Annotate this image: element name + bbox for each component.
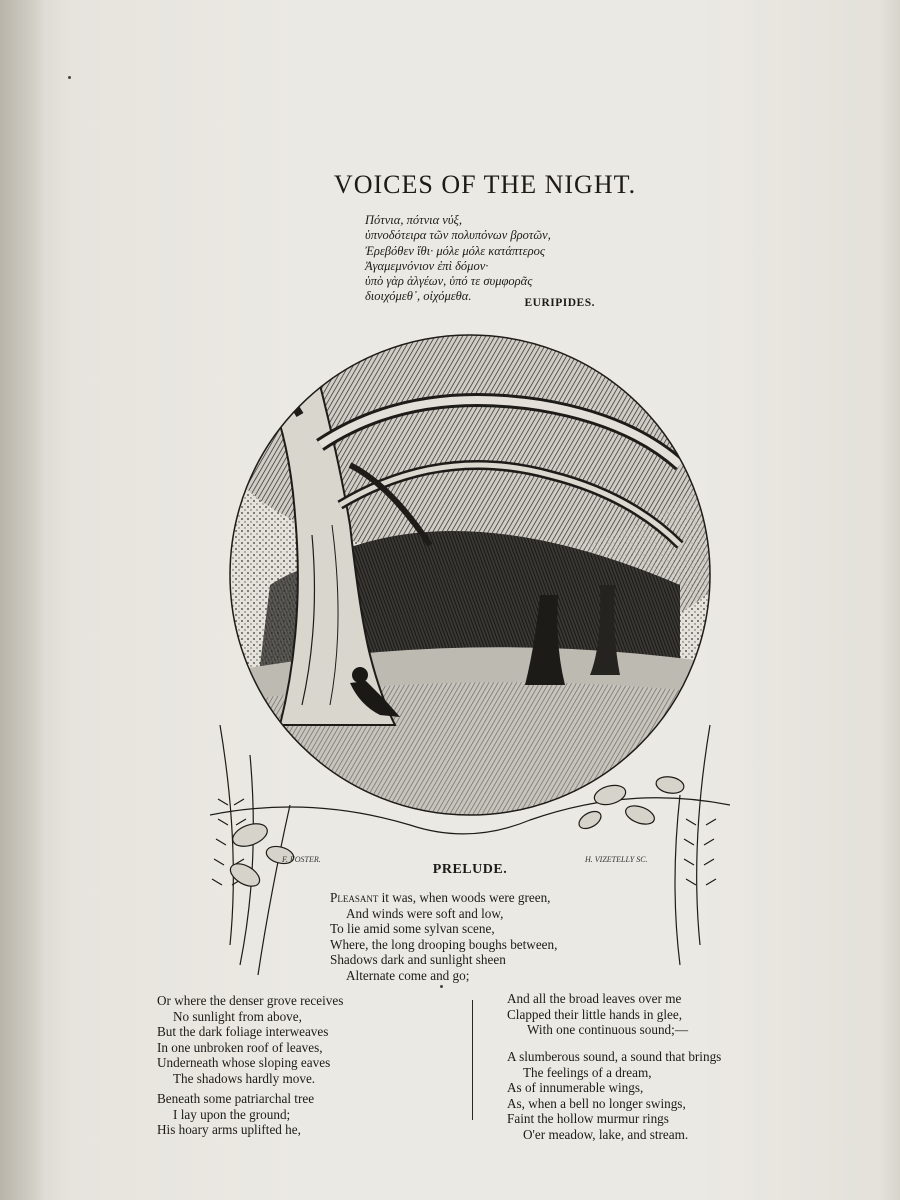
- right-column-stanza-a: [507, 991, 688, 1038]
- right-column-stanza-b: [507, 1049, 721, 1143]
- epigraph-line: ὑπνοδότειρα τῶν πολυπόνων βροτῶν,: [365, 228, 551, 243]
- left-column-stanza-a: [157, 993, 343, 1087]
- page-gutter: [0, 0, 44, 1200]
- drop-word: Pleasant: [330, 890, 379, 905]
- poem-line: The feelings of a dream,: [523, 1064, 652, 1080]
- prelude-opening-stanza: [330, 890, 557, 984]
- poem-line: To lie amid some sylvan scene,: [330, 921, 495, 937]
- poem-line: His hoary arms uplifted he,: [157, 1122, 301, 1138]
- poem-line: Where, the long drooping boughs between,: [330, 936, 558, 952]
- paper-speck: [440, 985, 443, 988]
- greek-epigraph: [365, 213, 595, 305]
- poem-line: [330, 890, 557, 906]
- epigraph-line: διοιχόμεθ᾽, οἰχόμεθα.: [365, 289, 472, 304]
- epigraph-line: Ἀγαμεμνόνιον ἐπὶ δόμον·: [365, 258, 489, 273]
- left-column-stanza-b: [157, 1091, 314, 1138]
- engraver-signature: H. VIZETELLY SC.: [585, 855, 648, 864]
- poem-line: And winds were soft and low,: [346, 905, 504, 921]
- poem-line: Shadows dark and sunlight sheen: [330, 952, 506, 968]
- epigraph-attribution: EURIPIDES.: [524, 297, 595, 309]
- poem-line: Faint the hollow murmur rings: [507, 1111, 669, 1127]
- poem-line: A slumberous sound, a sound that brings: [507, 1049, 722, 1064]
- epigraph-line: ὑπὸ γὰρ ἀλγέων, ὑπό τε συμφορᾶς: [365, 274, 533, 289]
- poem-line: In one unbroken roof of leaves,: [157, 1039, 323, 1055]
- forest-engraving: [210, 325, 730, 985]
- poem-line: With one continuous sound;—: [527, 1022, 689, 1038]
- first-line-rest: it was, when woods were green,: [378, 890, 551, 905]
- poem-line: Or where the denser grove receives: [157, 993, 344, 1008]
- prelude-heading: PRELUDE.: [432, 862, 508, 877]
- poem-line: But the dark foliage interweaves: [157, 1024, 329, 1040]
- poem-line: The shadows hardly move.: [173, 1070, 316, 1086]
- engraving-scene: [210, 325, 730, 845]
- epigraph-line: Ἐρεβόθεν ἴθι· μόλε μόλε κατάπτερος: [365, 243, 545, 258]
- poem-line: No sunlight from above,: [173, 1008, 302, 1024]
- illustrator-signature: F. FOSTER.: [282, 855, 321, 864]
- poem-line: As, when a bell no longer swings,: [507, 1095, 686, 1111]
- paper-speck: [68, 76, 71, 79]
- poem-line: Underneath whose sloping eaves: [157, 1055, 331, 1071]
- poem-line: O'er meadow, lake, and stream.: [523, 1126, 689, 1142]
- poem-line: Clapped their little hands in glee,: [507, 1006, 683, 1022]
- poem-line: As of innumerable wings,: [507, 1080, 644, 1096]
- page-title: VOICES OF THE NIGHT.: [333, 170, 637, 199]
- poem-line: I lay upon the ground;: [173, 1106, 291, 1122]
- poem-line: Alternate come and go;: [346, 967, 470, 983]
- epigraph-line: Πότνια, πότνια νύξ,: [365, 213, 463, 227]
- poem-line: And all the broad leaves over me: [507, 991, 682, 1006]
- column-divider: [472, 1000, 473, 1120]
- poem-line: Beneath some patriarchal tree: [157, 1091, 315, 1106]
